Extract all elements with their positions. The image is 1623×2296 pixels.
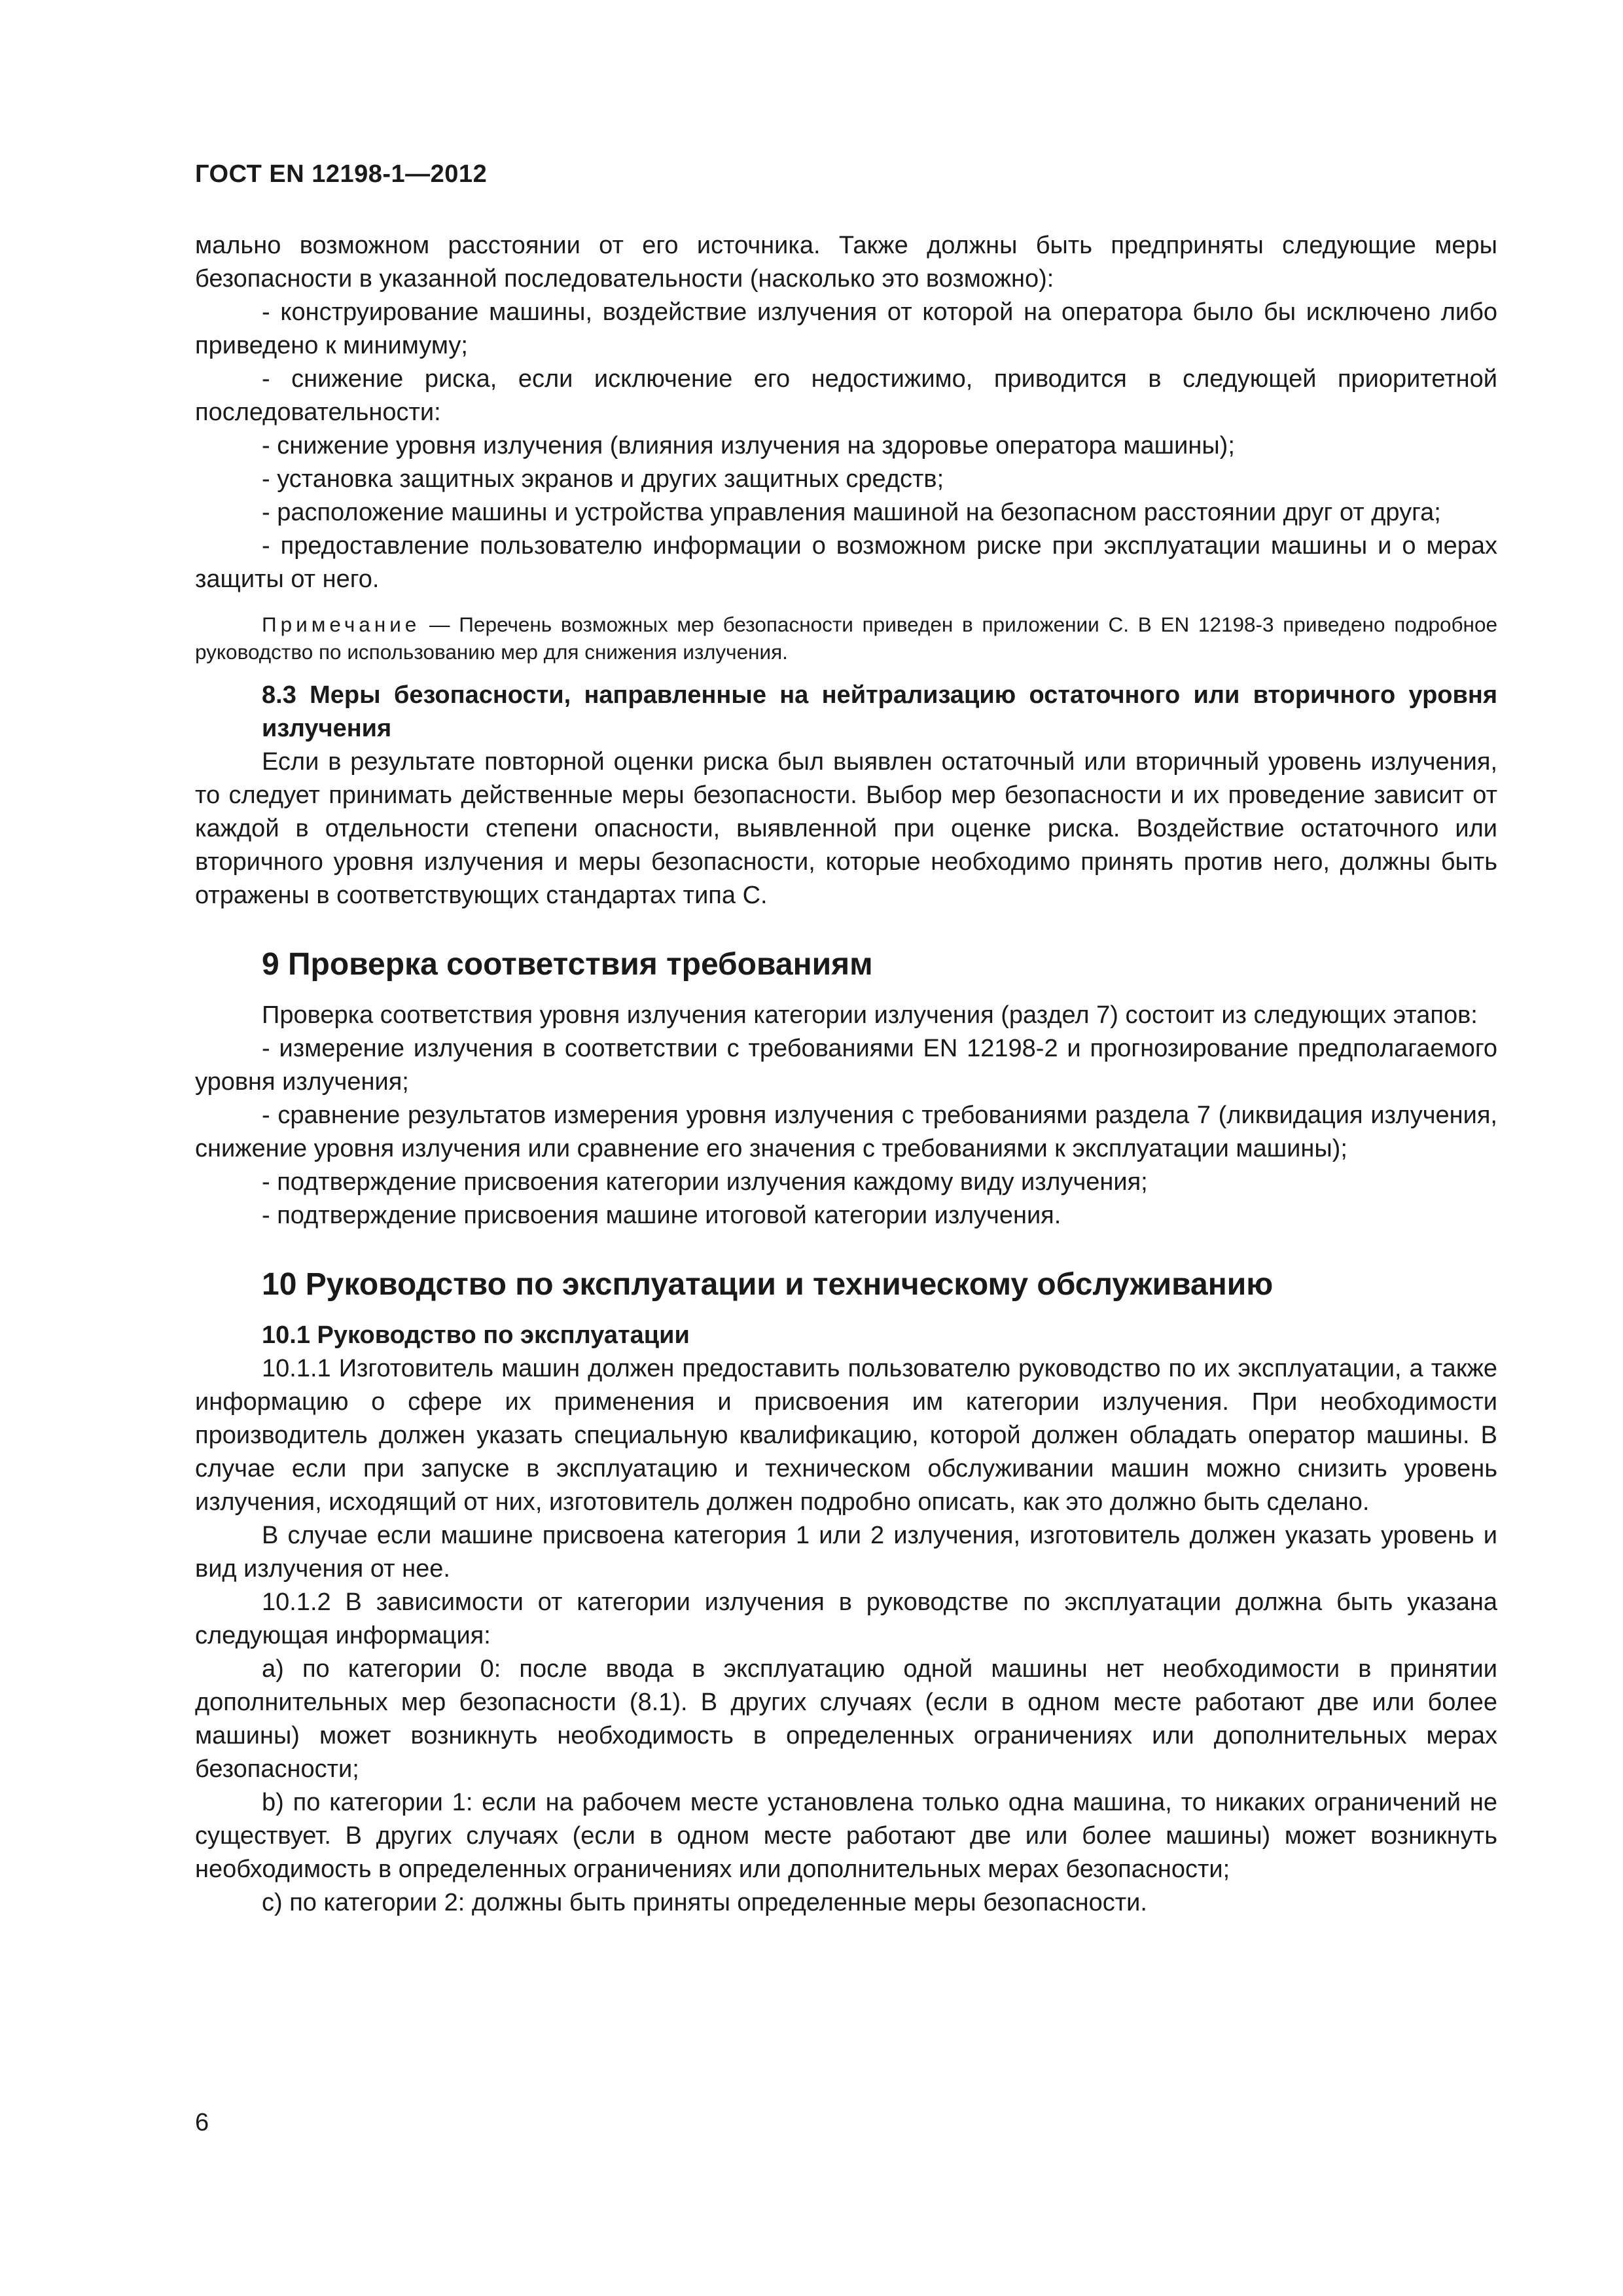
paragraph-10-1-2: 10.1.2 В зависимости от категории излучения в руководстве по эксплуатации должна быть указана следующая информация:	[195, 1588, 1497, 1649]
list-item: - расположение машины и устройства управления машиной на безопасном расстоянии друг от друга;	[262, 499, 1441, 526]
note-paragraph	[195, 611, 1497, 666]
paragraph-10-1-1: 10.1.1 Изготовитель машин должен предоставить пользователю руководство по их эксплуатации, а также информацию о сфере их применения и присвоения им категории излучения. При необходимости производитель должен указать специальную квалификацию, которой должен обладать оператор машины. В случае если при запуске в эксплуатацию и техническом обслуживании машин можно снизить уровень излучения, исходящий от них, изготовитель должен подробно описать, как это должно быть сделано.	[195, 1355, 1497, 1516]
paragraph-8-3: Если в результате повторной оценки риска был выявлен остаточный или вторичный уровень излучения, то следует принимать действенные меры безопасности. Выбор мер безопасности и их проведение зависит от каждой в отдельности степени опасности, выявленной при оценке риска. Воздействие остаточного или вторичного уровня излучения и меры безопасности, которые необходимо принять против него, должны быть отражены в соответствующих стандартах типа С.	[195, 748, 1497, 909]
heading-section-10: 10 Руководство по эксплуатации и техническому обслуживанию	[262, 1267, 1274, 1302]
list-item: - предоставление пользователю информации о возможном риске при эксплуатации машины и о мерах защиты от него.	[195, 532, 1497, 593]
paragraph-10-1-1b: В случае если машине присвоена категория 1 или 2 излучения, изготовитель должен указать уровень и вид излучения от нее.	[195, 1522, 1497, 1583]
page-number: 6	[195, 2109, 209, 2136]
page-content	[195, 229, 1497, 1920]
list-item: - снижение риска, если исключение его недостижимо, приводится в следующей приоритетной последовательности:	[195, 365, 1497, 426]
list-item: - подтверждение присвоения категории излучения каждому виду излучения;	[262, 1168, 1148, 1196]
list-item: - установка защитных экранов и других защитных средств;	[262, 465, 944, 493]
paragraph-intro: мально возможном расстоянии от его источника. Также должны быть предприняты следующие меры безопасности в указанной последовательности (насколько это возможно):	[195, 232, 1497, 293]
list-item: - подтверждение присвоения машине итоговой категории излучения.	[262, 1202, 1061, 1229]
list-item: - снижение уровня излучения (влияния излучения на здоровье оператора машины);	[262, 432, 1235, 459]
list-item-a: а) по категории 0: после ввода в эксплуатацию одной машины нет необходимости в принятии дополнительных мер безопасности (8.1). В других случаях (если в одном месте работают две или более машины) может возникнуть необходимость в определенных ограничениях или дополнительных мерах безопасности;	[195, 1655, 1497, 1783]
heading-10-1: 10.1 Руководство по эксплуатации	[262, 1321, 690, 1349]
paragraph-9-intro: Проверка соответствия уровня излучения категории излучения (раздел 7) состоит из следующих этапов:	[262, 1001, 1478, 1029]
list-item: - конструирование машины, воздействие излучения от которой на оператора было бы исключено либо приведено к минимуму;	[195, 298, 1497, 359]
list-item: - измерение излучения в соответствии с требованиями EN 12198-2 и прогнозирование предполагаемого уровня излучения;	[195, 1035, 1497, 1096]
heading-section-9: 9 Проверка соответствия требованиям	[262, 947, 873, 982]
list-item-b: b) по категории 1: если на рабочем месте установлена только одна машина, то никаких ограничений не существует. В других случаях (если в одном месте работают две или более машины) может возникнуть необходимость в определенных ограничениях или дополнительных мерах безопасности;	[195, 1789, 1497, 1883]
note-text: — Перечень возможных мер безопасности приведен в приложении С. В EN 12198-3 приведено подробное руководство по использованию мер для снижения излучения.	[195, 613, 1497, 664]
list-item-c: с) по категории 2: должны быть приняты определенные меры безопасности.	[262, 1889, 1147, 1916]
note-label: Примечание	[262, 613, 421, 636]
list-item: - сравнение результатов измерения уровня излучения с требованиями раздела 7 (ликвидация излучения, снижение уровня излучения или сравнение его значения с требованиями к эксплуатации машины);	[195, 1102, 1497, 1162]
heading-8-3: 8.3 Меры безопасности, направленные на нейтрализацию остаточного или вторичного уровня излучения	[262, 681, 1497, 742]
standard-header: ГОСТ EN 12198-1—2012	[195, 160, 488, 188]
